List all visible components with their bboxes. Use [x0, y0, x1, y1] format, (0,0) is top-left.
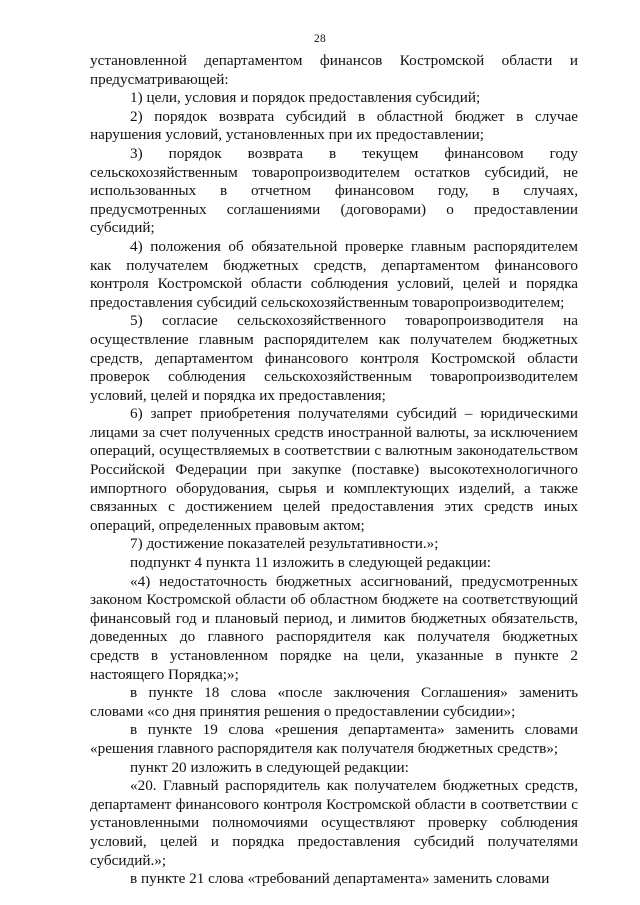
paragraph-13: пункт 20 изложить в следующей редакции: — [130, 758, 409, 776]
paragraph-4: 3) порядок возврата в текущем финансовом году сельскохозяйственным товаропроизводителем остатков субсидий, не использованных в отчетном финансовом году, в случаях, предусмотренных соглашениями (договорами) о предоставлении субсидий; — [90, 144, 578, 237]
page-number: 28 — [313, 33, 327, 45]
paragraph-5: 4) положения об обязательной проверке главным распорядителем как получателем бюджетных средств, департаментом финансового контроля Костромской области соблюдения условий, целей и порядка предоставления субсидий сельскохозяйственным товаропроизводителем; — [90, 237, 578, 311]
paragraph-3: 2) порядок возврата субсидий в областной бюджет в случае нарушения условий, установленных при их предоставлении; — [90, 107, 578, 144]
paragraph-6: 5) согласие сельскохозяйственного товаропроизводителя на осуществление главным распорядителем как получателем бюджетных средств, департаментом финансового контроля Костромской области проверок соблюдения сельскохозяйственным товаропроизводителем условий, целей и порядка их предоставления; — [90, 312, 578, 404]
paragraph-10: «4) недостаточность бюджетных ассигнований, предусмотренных законом Костромской области об областном бюджете на соответствующий финансовый год и плановый период, и лимитов бюджетных обязательств, доведенных до главного распорядителя как получателя бюджетных средств в установленном порядке на цели, указанные в пункте 2 настоящего Порядка;»; — [90, 572, 578, 683]
paragraph-7: 6) запрет приобретения получателями субсидий – юридическими лицами за счет полученных средств иностранной валюты, за исключением операций, осуществляемых в соответствии с валютным законодательством Российской Федерации при закупке (поставке) высокотехнологичного импортного оборудования, сырья и комплектующих изделий, а также связанных с достижением целей предоставления этих средств иных операций, определенных правовым актом; — [90, 405, 578, 534]
paragraph-2: 1) цели, условия и порядок предоставления субсидий; — [130, 89, 481, 107]
document-body — [90, 52, 578, 889]
paragraph-9: подпункт 4 пункта 11 изложить в следующей редакции: — [130, 554, 492, 572]
paragraph-14: «20. Главный распорядитель как получателем бюджетных средств, департамент финансового контроля Костромской области в соответствии с установленными полномочиями осуществляют проверку соблюдения условий, целей и порядка предоставления субсидий получателями субсидий.»; — [90, 777, 578, 869]
paragraph-12: в пункте 19 слова «решения департамента» заменить словами «решения главного распорядителя как получателя бюджетных средств»; — [90, 721, 578, 757]
paragraph-8: 7) достижение показателей результативности.»; — [130, 535, 439, 553]
paragraph-15: в пункте 21 слова «требований департамента» заменить словами — [130, 870, 550, 888]
paragraph-11: в пункте 18 слова «после заключения Соглашения» заменить словами «со дня принятия решения о предоставлении субсидии»; — [90, 684, 578, 720]
paragraph-1: установленной департаментом финансов Костромской области и предусматривающей: — [90, 52, 578, 88]
